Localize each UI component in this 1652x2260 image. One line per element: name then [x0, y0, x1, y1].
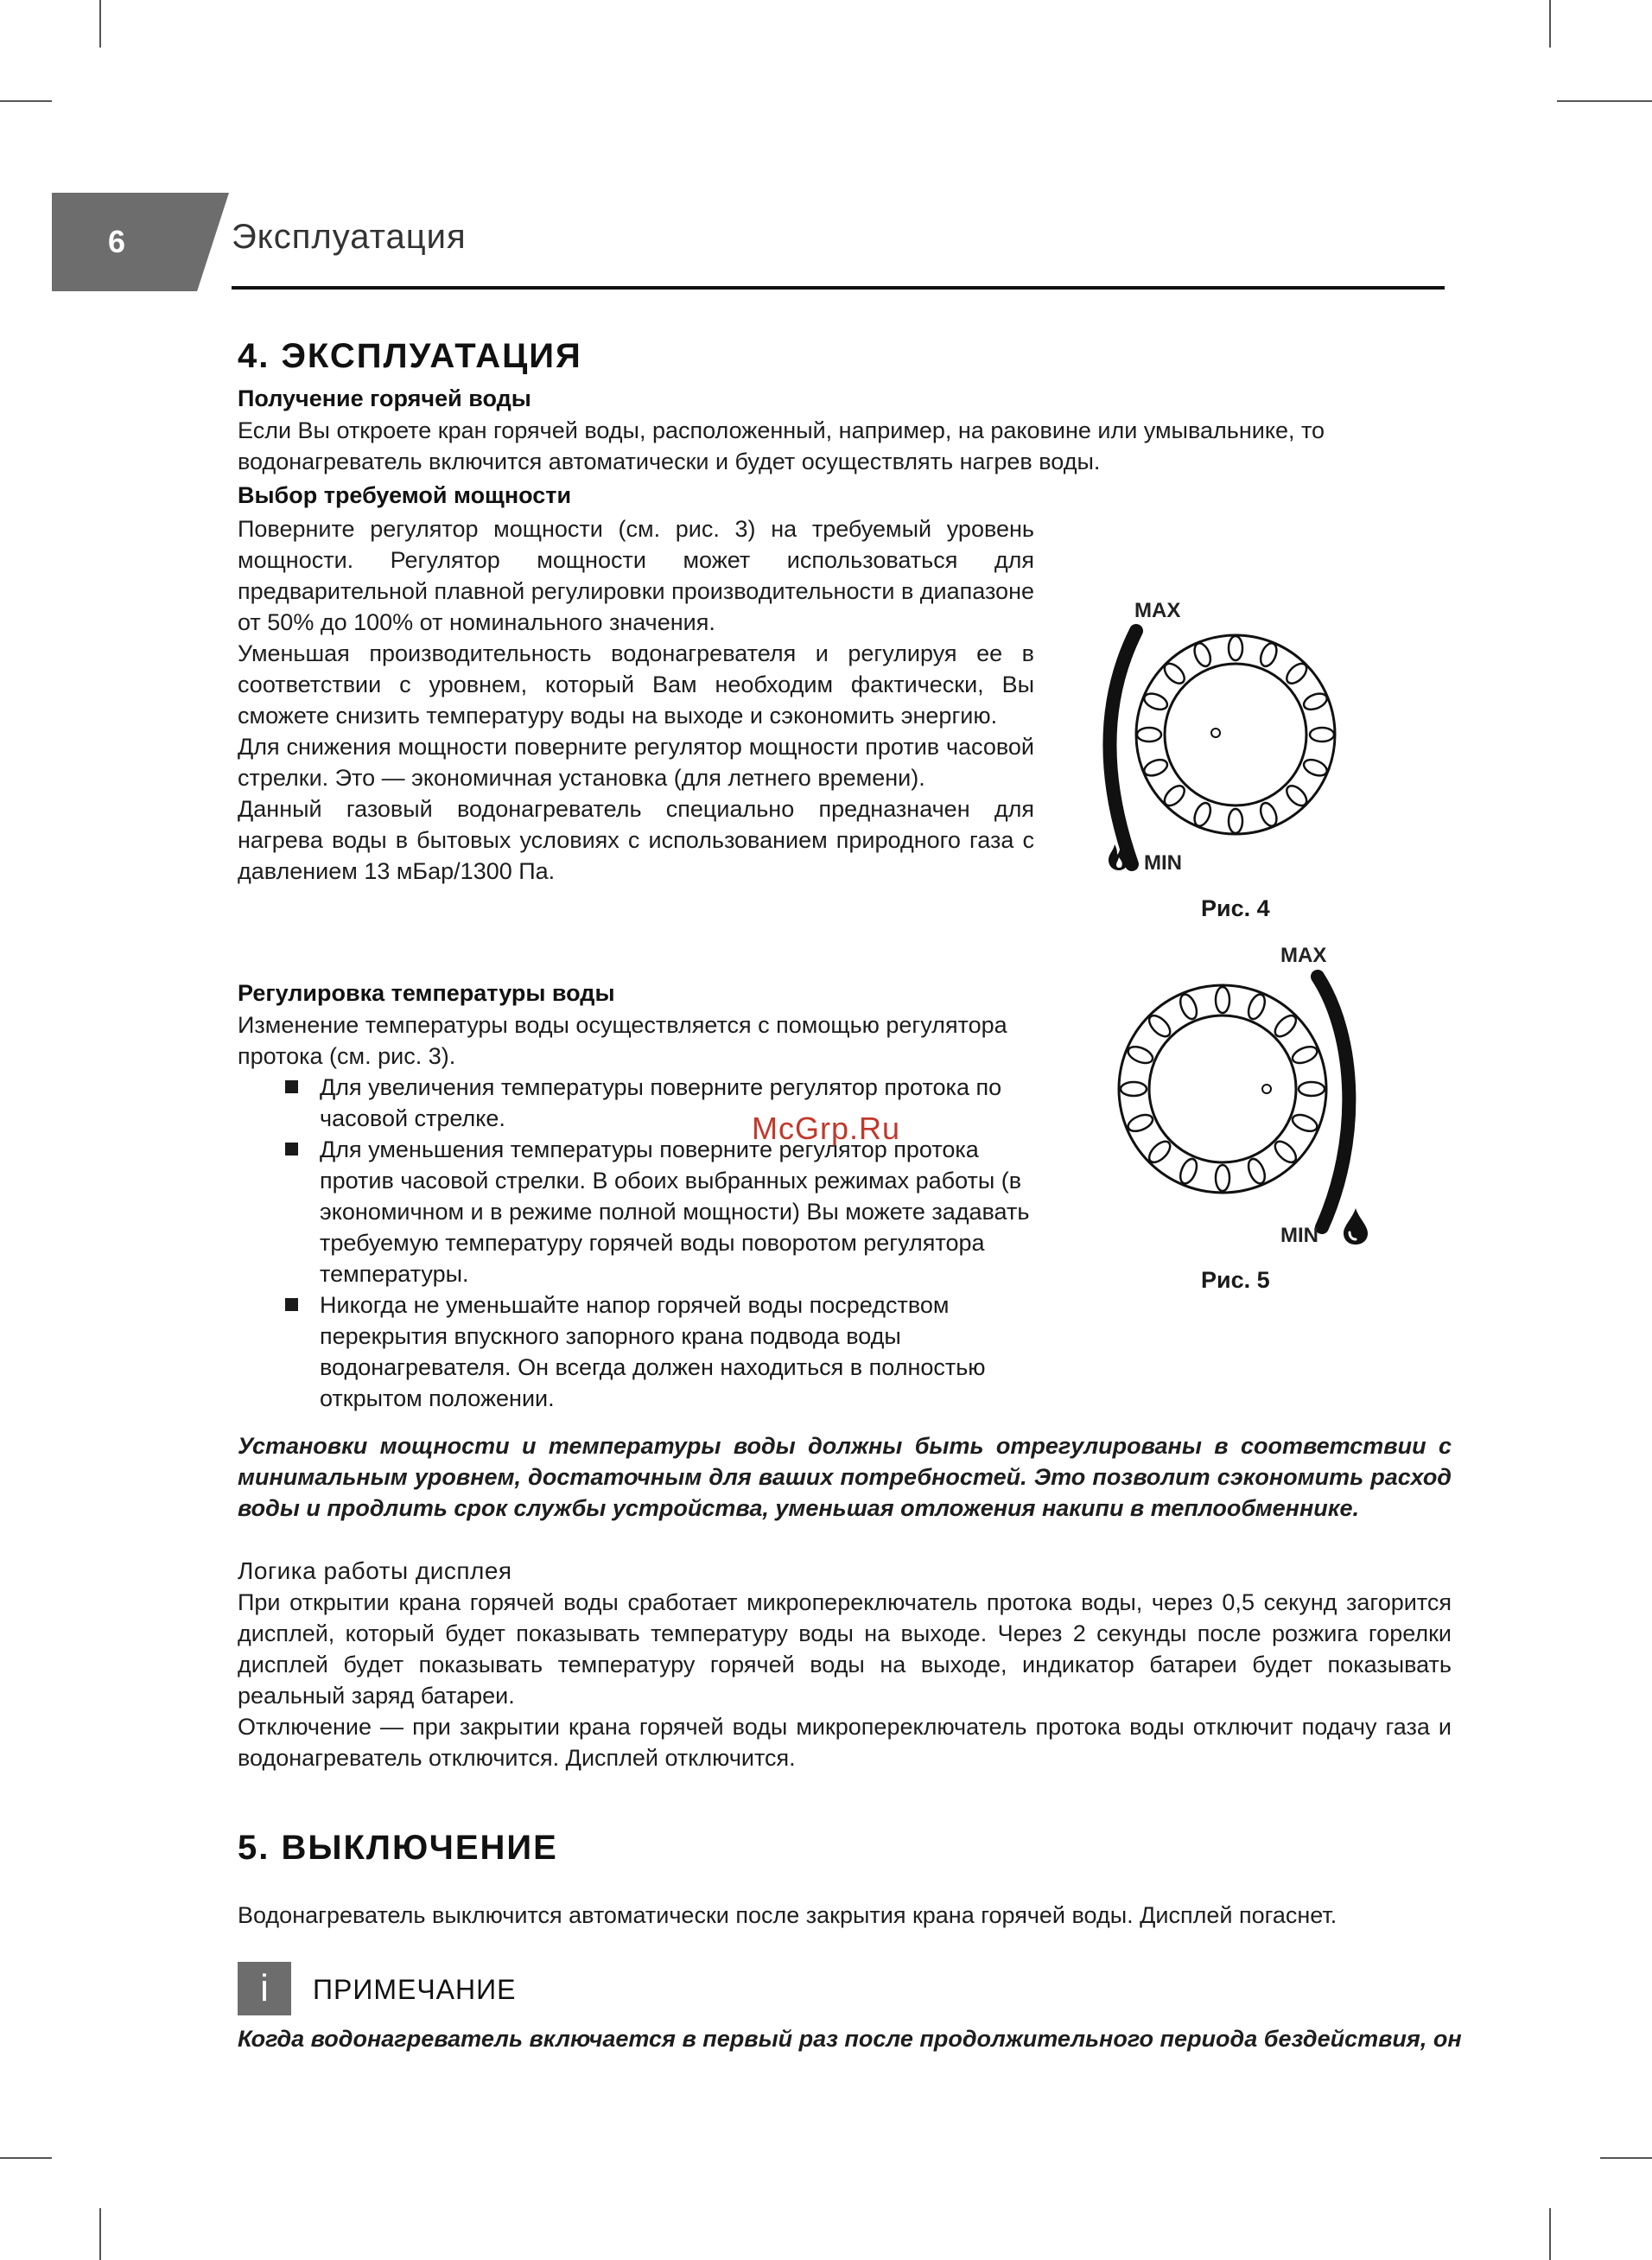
flame-icon — [1106, 837, 1132, 871]
knob-indicator — [1262, 1085, 1271, 1093]
display-section — [238, 1587, 1452, 1773]
knob-grip — [1137, 636, 1334, 833]
fig4-caption: Рис. 4 — [1201, 895, 1270, 921]
power-range-arc — [1109, 631, 1136, 864]
list-item — [285, 1289, 1034, 1414]
bullet-icon — [285, 1143, 298, 1155]
section-5-text: Водонагреватель выключится автоматически после закрытия крана горячей воды. Дисплей погаснет. — [238, 1902, 1337, 1928]
knob-indicator — [1211, 729, 1220, 737]
fig5-caption: Рис. 5 — [1201, 1267, 1270, 1293]
bullet-text: Для увеличения температуры поверните регулятор протока по часовой стрелке. — [320, 1074, 1002, 1131]
display-paragraph: Отключение — при закрытии крана горячей воды микропереключатель протока воды отключит подачу газа и водонагреватель отключится. Дисплей отключится. — [238, 1714, 1452, 1771]
temperature-bullets — [285, 1072, 1034, 1414]
note-text: Когда водонагреватель включается в первый раз после продолжительного периода бездействия, он — [238, 2026, 1462, 2052]
fig5-min-label: MIN — [1280, 1224, 1318, 1247]
bullet-text: Для уменьшения температуры поверните регулятор протока против часовой стрелки. В обоих выбранных режимах работы (в экономичном и в режиме полной мощности) Вы можете задавать требуемую температуру горячей воды поворотом регулятора температуры. — [320, 1136, 1030, 1287]
power-knob-diagram — [1084, 605, 1413, 899]
crop-mark — [1549, 2208, 1551, 2260]
crop-mark — [0, 2157, 52, 2159]
fig4-max-label: MAX — [1134, 599, 1181, 622]
chapter-title: Эксплуатация — [232, 218, 467, 256]
fig4-min-label: MIN — [1144, 851, 1182, 875]
knob-inner-ring — [1165, 664, 1306, 805]
note-title: ПРИМЕЧАНИЕ — [313, 1974, 517, 2005]
knob-grip — [1121, 987, 1325, 1191]
list-item — [285, 1134, 1034, 1289]
power-paragraph: Для снижения мощности поверните регулятор мощности против часовой стрелки. Это — экономичная установка (для летнего времени). — [238, 734, 1034, 791]
bullet-icon — [285, 1298, 298, 1311]
power-paragraph: Уменьшая производительность водонагревателя и регулируя ее в соответствии с уровнем, который Вам необходим фактически, Вы сможете снизить температуру воды на выходе и сэкономить энергию. — [238, 640, 1034, 729]
hot-water-heading: Получение горячей воды — [238, 385, 531, 411]
bullet-text: Никогда не уменьшайте напор горячей воды посредством перекрытия впускного запорного крана подвода воды водонагревателя. Он всегда должен находиться в полностью открытом положении. — [320, 1292, 986, 1411]
watermark: McGrp.Ru — [752, 1111, 901, 1146]
section-4-title: 4. ЭКСПЛУАТАЦИЯ — [238, 337, 582, 375]
temperature-intro: Изменение температуры воды осуществляется с помощью регулятора протока (см. рис. 3). — [238, 1012, 1007, 1069]
display-heading: Логика работы дисплея — [238, 1557, 512, 1584]
header-rule — [232, 286, 1445, 290]
crop-mark — [99, 0, 101, 48]
crop-mark — [0, 100, 52, 102]
hot-water-text: Если Вы откроете кран горячей воды, расположенный, например, на раковине или умывальнике, то водонагреватель включится автоматически и будет осуществлять нагрев воды. — [238, 417, 1325, 474]
info-icon: i — [238, 1962, 291, 2015]
power-paragraph: Поверните регулятор мощности (см. рис. 3) на требуемый уровень мощности. Регулятор мощности может использоваться для предварительной плавной регулировки производительности в диапазоне от 50% до 100% от номинального значения. — [238, 516, 1034, 635]
fig5-max-label: MAX — [1280, 944, 1327, 967]
knob-inner-ring — [1149, 1015, 1296, 1162]
crop-mark — [1600, 2157, 1652, 2159]
section-5-title: 5. ВЫКЛЮЧЕНИЕ — [238, 1829, 558, 1867]
temperature-heading: Регулировка температуры воды — [238, 980, 615, 1006]
page-number: 6 — [107, 224, 126, 259]
crop-mark — [1549, 0, 1551, 48]
power-heading: Выбор требуемой мощности — [238, 482, 572, 508]
power-paragraph: Данный газовый водонагреватель специально предназначен для нагрева воды в бытовых условиях с использованием природного газа с давлением 13 мБар/1300 Па. — [238, 796, 1034, 884]
crop-mark — [1557, 100, 1652, 102]
settings-warning: Установки мощности и температуры воды должны быть отрегулированы в соответствии с минимальным уровнем, достаточным для ваших потребностей. Это позволит сэкономить расход воды и продлить срок службы устройства, уменьшая отложения накипи в теплообменнике. — [238, 1433, 1452, 1521]
water-drop-icon — [1342, 1206, 1369, 1246]
bullet-icon — [285, 1080, 298, 1093]
crop-mark — [99, 2208, 101, 2260]
power-section — [238, 513, 1034, 887]
list-item — [285, 1072, 1034, 1134]
flow-knob-diagram — [1097, 951, 1426, 1262]
display-paragraph: При открытии крана горячей воды сработает микропереключатель протока воды, через 0,5 секунд загорится дисплей, который будет показывать температуру воды на выходе. Через 2 секунды после розжига горелки дисплей будет показывать температуру горячей воды на выходе, индикатор батареи будет показывать реальный заряд батареи. — [238, 1589, 1452, 1709]
flow-range-arc — [1318, 977, 1349, 1227]
